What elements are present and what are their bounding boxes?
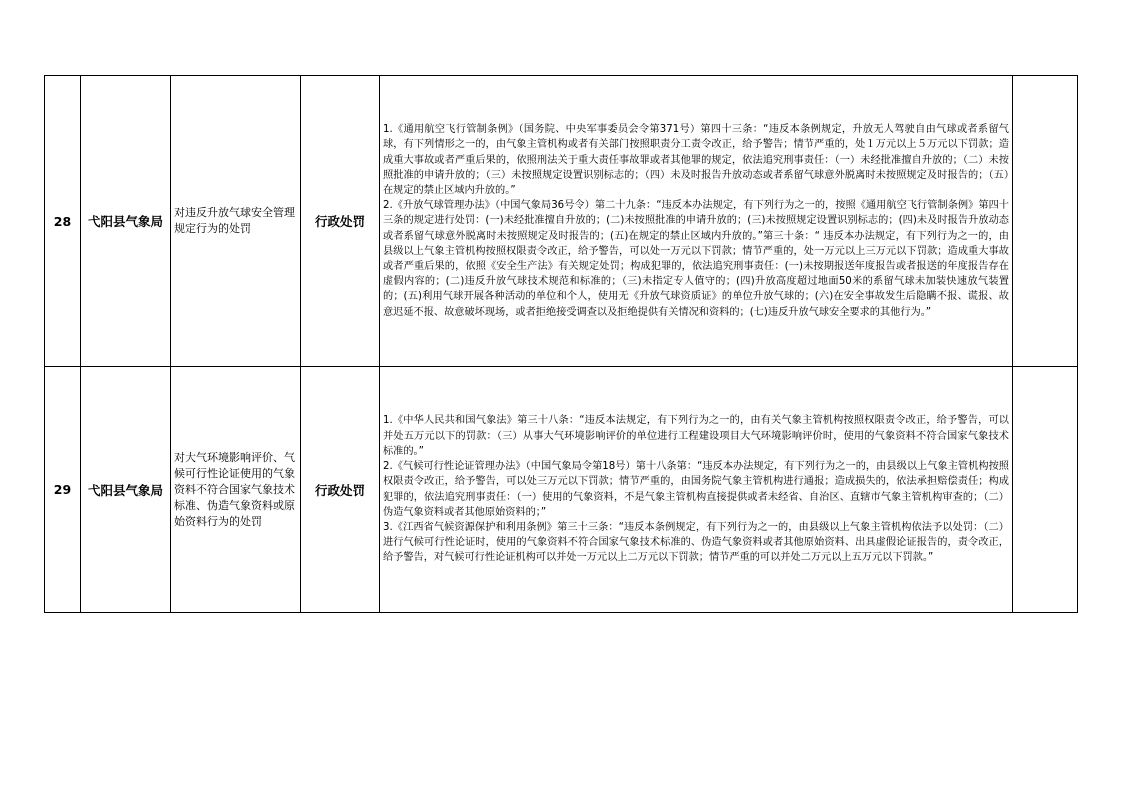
legal-basis-paragraph: 1.《中华人民共和国气象法》第三十八条：“违反本法规定，有下列行为之一的，由有关气象主管机构按照权限责令改正，给予警告，可以并处五万元以下的罚款：（三）从事大气环境影响评价的单位进行工程建设项目大气环境影响评价时，使用的气象资料不符合国家气象技术标准的。” xyxy=(383,415,1009,457)
legal-basis-paragraph: 3.《江西省气候资源保护和利用条例》第三十三条：“违反本条例规定，有下列行为之一的，由县级以上气象主管机构依法予以处罚：（二）进行气候可行性论证时，使用的气象资料不符合国家气象技术标准的、伪造气象资料或者其他原始资料、出具虚假论证报告的，责令改正，给予警告，对气候可行性论证机构可以并处一万元以上二万元以下罚款；情节严重的可以并处二万元以上五万元以下罚款。” xyxy=(383,521,1009,564)
legal-basis xyxy=(380,367,1013,613)
legal-basis-paragraph: 2.《升放气球管理办法》（中国气象局36号令）第二十九条：“违反本办法规定，有下列行为之一的，按照《通用航空飞行管制条例》第四十三条的规定进行处罚：(一)未经批准擅自升放的；(二)未按照批准的申请升放的；(三)未按照规定设置识别标志的；(四)未及时报告升放动态或者系留气球意外脱离时未按照规定及时报告的；(五)在规定的禁止区域内升放的。”第三十条：“ 违反本办法规定，有下列行为之一的，由县级以上气象主管机构按照权限责令改正，给予警告，可以处一万元以下罚款；情节严重的，处一万元以上三万元以下罚款；造成重大事故或者严重后果的，依照《安全生产法》有关规定处罚；构成犯罪的，依法追究刑事责任：(一)未按期报送年度报告或者报送的年度报告存在虚假内容的；(二)违反升放气球技术规范和标准的；（三)未指定专人值守的；(四)升放高度超过地面50米的系留气球未加装快速放气装置的；(五)利用气球开展各种活动的单位和个人，使用无《升放气球资质证》的单位升放气球的；(六)在安全事故发生后隐瞒不报、谎报、故意迟延不报、故意破坏现场，或者拒绝接受调查以及拒绝提供有关情况和资料的；(七)违反升放气球安全要求的其他行为。” xyxy=(383,200,1009,318)
penalty-table xyxy=(44,75,1078,613)
legal-basis xyxy=(380,76,1013,367)
table-row xyxy=(45,76,1078,367)
item-type: 行政处罚 xyxy=(301,367,380,613)
row-number: 29 xyxy=(45,367,81,613)
item-type: 行政处罚 xyxy=(301,76,380,367)
table-row xyxy=(45,367,1078,613)
item-name: 对大气环境影响评价、气候可行性论证使用的气象资料不符合国家气象技术标准、伪造气象资料或原始资料行为的处罚 xyxy=(171,367,301,613)
remarks-cell xyxy=(1013,76,1078,367)
implementing-agency: 弋阳县气象局 xyxy=(81,367,171,613)
legal-basis-paragraph: 2.《气候可行性论证管理办法》（中国气象局令第18号）第十八条第：“违反本办法规定，有下列行为之一的，由县级以上气象主管机构按照权限责令改正，给予警告，可以处三万元以下罚款；情节严重的，由国务院气象主管机构进行通报；造成损失的，依法承担赔偿责任；构成犯罪的，依法追究刑事责任：（一）使用的气象资料，不是气象主管机构直接提供或者未经省、自治区、直辖市气象主管机构审查的；（二）伪造气象资料或者其他原始资料的；” xyxy=(383,461,1009,518)
remarks-cell xyxy=(1013,367,1078,613)
item-name: 对违反升放气球安全管理规定行为的处罚 xyxy=(171,76,301,367)
implementing-agency: 弋阳县气象局 xyxy=(81,76,171,367)
row-number: 28 xyxy=(45,76,81,367)
legal-basis-paragraph: 1.《通用航空飞行管制条例》（国务院、中央军事委员会令第371号）第四十三条：“违反本条例规定，升放无人驾驶自由气球或者系留气球，有下列情形之一的，由气象主管机构或者有关部门按照职责分工责令改正，给予警告；情节严重的，处１万元以上５万元以下罚款；造成重大事故或者严重后果的，依照刑法关于重大责任事故罪或者其他罪的规定，依法追究刑事责任：（一）未经批准擅自升放的；（二）未按照批准的申请升放的；（三）未按照规定设置识别标志的；（四）未及时报告升放动态或者系留气球意外脱离时未按照规定及时报告的；（五）在规定的禁止区域内升放的。” xyxy=(383,124,1009,196)
